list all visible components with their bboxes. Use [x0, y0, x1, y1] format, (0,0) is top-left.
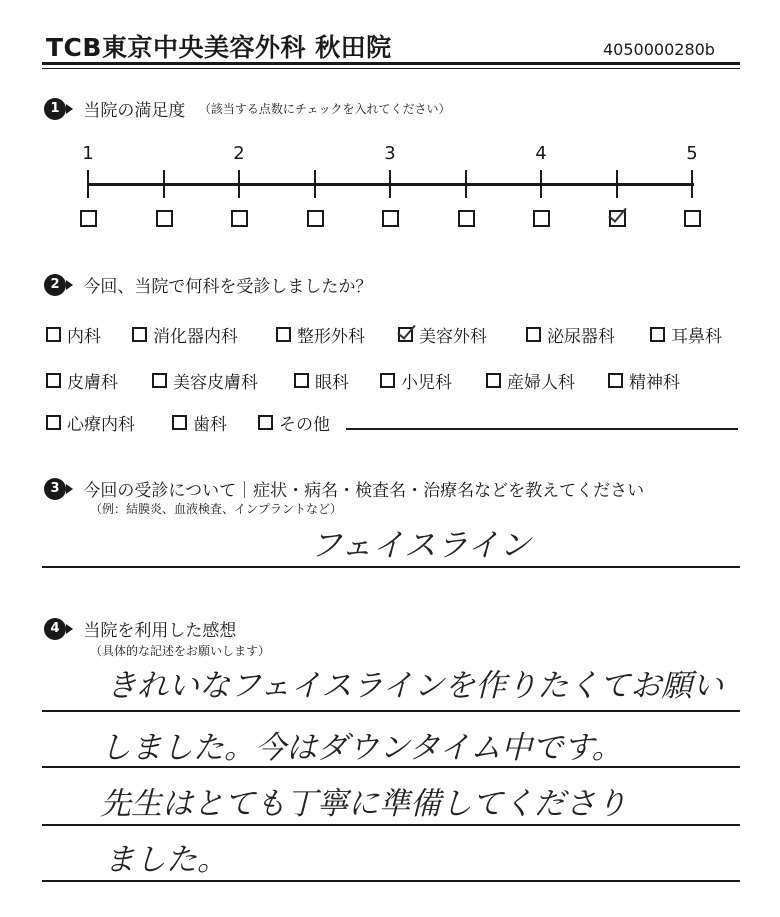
department-label: 小児科 — [401, 373, 452, 393]
satisfaction-checkbox[interactable] — [382, 210, 399, 227]
department-option[interactable] — [46, 368, 118, 393]
q3-example: （例：結膜炎、血液検査、インプラントなど） — [90, 502, 343, 516]
q4-answer-line-4: ました。 — [104, 842, 228, 878]
department-label: その他 — [279, 415, 330, 435]
department-checkbox[interactable] — [46, 373, 61, 388]
q4-answer-line-2: しました。今はダウンタイム中です。 — [100, 730, 623, 766]
q4-write-line-2[interactable] — [42, 766, 740, 768]
department-option[interactable] — [486, 368, 575, 393]
department-label: 歯科 — [193, 415, 227, 435]
satisfaction-checkbox[interactable] — [458, 210, 475, 227]
satisfaction-checkbox[interactable] — [156, 210, 173, 227]
q4-heading — [44, 616, 236, 641]
satisfaction-checkbox[interactable] — [307, 210, 324, 227]
department-option[interactable] — [46, 410, 135, 435]
department-checkbox[interactable] — [276, 327, 291, 342]
document-number: 4050000280b — [603, 40, 715, 59]
clinic-title: TCB東京中央美容外科 秋田院 — [46, 33, 392, 62]
q2-heading — [44, 272, 372, 297]
scale-label: 1 — [82, 143, 94, 164]
department-label: 整形外科 — [297, 327, 365, 347]
department-option[interactable] — [258, 410, 330, 435]
department-option[interactable] — [650, 322, 722, 347]
scale-line — [88, 183, 694, 186]
department-checkbox[interactable] — [608, 373, 623, 388]
department-label: 消化器内科 — [153, 327, 238, 347]
scale-label: 2 — [233, 143, 245, 164]
department-option[interactable] — [294, 368, 349, 393]
department-checkbox[interactable] — [132, 327, 147, 342]
scale-tick — [465, 170, 467, 198]
q1-number-badge: 1 — [44, 98, 66, 120]
department-option[interactable] — [526, 322, 615, 347]
department-checkbox[interactable] — [152, 373, 167, 388]
department-checkbox[interactable] — [398, 327, 413, 342]
satisfaction-checkbox[interactable] — [684, 210, 701, 227]
q1-note: （該当する点数にチェックを入れてください） — [198, 102, 451, 116]
q4-write-line-1[interactable] — [42, 710, 740, 712]
header-rule — [42, 62, 740, 65]
department-label: 内科 — [67, 327, 101, 347]
scale-tick — [691, 170, 693, 198]
scale-tick — [163, 170, 165, 198]
q1-heading — [44, 96, 450, 121]
header-rule-thin — [42, 68, 740, 69]
department-checkbox[interactable] — [650, 327, 665, 342]
department-option[interactable] — [172, 410, 227, 435]
q3-label: 今回の受診について｜症状・病名・検査名・治療名などを教えてください — [83, 481, 645, 501]
department-option[interactable] — [398, 322, 487, 347]
q3-number-badge: 3 — [44, 478, 66, 500]
department-checkbox[interactable] — [294, 373, 309, 388]
q2-number-badge: 2 — [44, 274, 66, 296]
department-label: 泌尿器科 — [547, 327, 615, 347]
department-label: 精神科 — [629, 373, 680, 393]
q4-write-line-3[interactable] — [42, 824, 740, 826]
scale-tick — [87, 170, 89, 198]
department-label: 皮膚科 — [67, 373, 118, 393]
q4-label: 当院を利用した感想 — [83, 621, 237, 641]
department-label: 耳鼻科 — [671, 327, 722, 347]
scale-tick — [238, 170, 240, 198]
department-checkbox[interactable] — [486, 373, 501, 388]
department-label: 美容皮膚科 — [173, 373, 258, 393]
department-checkbox[interactable] — [172, 415, 187, 430]
scale-tick — [389, 170, 391, 198]
department-option[interactable] — [46, 322, 101, 347]
q4-answer-line-3: 先生はとても丁寧に準備してくださり — [100, 786, 627, 822]
q2-label: 今回、当院で何科を受診しましたか？ — [83, 277, 373, 297]
department-option[interactable] — [152, 368, 258, 393]
q1-label: 当院の満足度 — [83, 101, 186, 121]
q4-write-line-4[interactable] — [42, 880, 740, 882]
department-checkbox[interactable] — [46, 327, 61, 342]
scale-tick — [616, 170, 618, 198]
department-checkbox[interactable] — [46, 415, 61, 430]
department-option[interactable] — [132, 322, 238, 347]
department-checkbox[interactable] — [380, 373, 395, 388]
q4-example: （具体的な記述をお願いします） — [90, 644, 271, 658]
scale-tick — [314, 170, 316, 198]
q3-handwritten-answer: フェイスライン — [310, 526, 532, 564]
satisfaction-checkbox[interactable] — [533, 210, 550, 227]
scale-tick — [540, 170, 542, 198]
q4-number-badge: 4 — [44, 618, 66, 640]
q4-answer-line-1: きれいなフェイスラインを作りたくてお願い — [106, 668, 724, 704]
satisfaction-checkbox[interactable] — [609, 210, 626, 227]
satisfaction-checkbox[interactable] — [231, 210, 248, 227]
department-option[interactable] — [276, 322, 365, 347]
q3-heading — [44, 476, 644, 501]
department-option[interactable] — [380, 368, 452, 393]
scale-label: 3 — [384, 143, 396, 164]
q3-write-line[interactable] — [42, 566, 740, 568]
department-checkbox[interactable] — [258, 415, 273, 430]
department-label: 産婦人科 — [507, 373, 575, 393]
other-write-line[interactable] — [346, 428, 738, 430]
department-checkbox[interactable] — [526, 327, 541, 342]
department-label: 心療内科 — [67, 415, 135, 435]
department-label: 美容外科 — [419, 327, 487, 347]
department-option[interactable] — [608, 368, 680, 393]
scale-label: 5 — [686, 143, 698, 164]
scale-label: 4 — [535, 143, 547, 164]
department-label: 眼科 — [315, 373, 349, 393]
satisfaction-checkbox[interactable] — [80, 210, 97, 227]
